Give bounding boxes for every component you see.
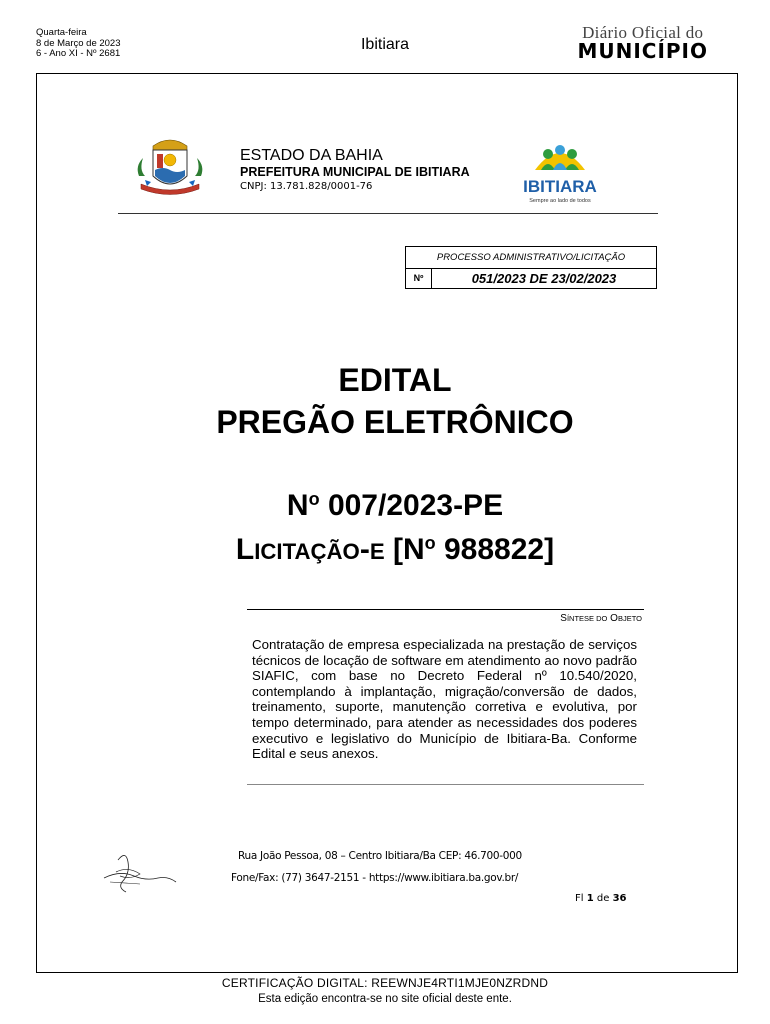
coat-of-arms-icon [133,136,207,200]
title-licitacao-number: 988822] [443,532,555,566]
certification-note: Esta edição encontra-se no site oficial deste ente. [258,993,512,1005]
process-box [405,246,657,289]
institution-prefecture: PREFEITURA MUNICIPAL DE IBITIARA [240,165,470,179]
title-pregao: PREGÃO ELETRÔNICO [216,404,574,440]
institution-header [240,147,470,194]
signature-icon [100,848,180,898]
ibitiara-logo-icon [515,140,605,206]
page-counter [575,893,626,904]
synthesis-text: Contratação de empresa especializada na prestação de serviços técnicos de locação de software em atendimento ao novo padrão SIAFIC, com base no Decreto Federal nº 10.540/2020, contemplando à implantação, migração/conversão de dados, treinamento, suporte, manutenção corretiva e evolutiva, por tempo determinado, para atender as necessidades dos poderes executivo e legislativo do Município de Ibitiara-Ba. Conforme Edital e seus anexos. [252,637,637,762]
gazette-weekday: Quarta-feira [36,27,87,38]
page-of: de [596,893,610,904]
certification-code: CERTIFICAÇÃO DIGITAL: REEWNJE4RTI1MJE0NZRDND [221,976,549,990]
title-licitacao: LICITAÇÃO-E [$N^o$ 988822] [235,532,555,566]
title-number: $N^o$ 007/2023-PE [286,488,504,522]
header-divider [118,213,658,214]
synthesis-caption: SÍNTESE DO OBJETO [560,613,642,624]
ibitiara-logo-text: IBITIARA [523,177,597,196]
gazette-edition: 6 - Ano XI - Nº 2681 [36,48,121,59]
gazette-logo [577,24,708,61]
footer-address: Rua João Pessoa, 08 – Centro Ibitiara/Ba CEP: 46.700-000 [238,850,522,862]
process-caption: PROCESSO ADMINISTRATIVO/LICITAÇÃO [406,247,656,269]
footer-phone: Fone/Fax: (77) 3647-2151 - https://www.ibitiara.ba.gov.br/ [231,872,519,884]
synthesis-bottom-rule [247,784,644,785]
process-value: 051/2023 DE 23/02/2023 [471,271,617,286]
gazette-city: Ibitiara [360,36,410,53]
process-no-label: Nº [406,269,432,288]
gazette-logo-line2: MUNICÍPIO [577,39,708,63]
title-number-value: 007/2023-PE [327,488,504,522]
gazette-date: 8 de Março de 2023 [36,37,121,49]
institution-cnpj: CNPJ: 13.781.828/0001-76 [240,181,373,192]
synthesis-top-rule [247,609,644,610]
ibitiara-logo-slogan: Sempre ao lado de todos [529,198,591,204]
page-current: 1 [586,893,594,904]
gazette-logo-line1: Diário Oficial do [582,23,704,42]
institution-state: ESTADO DA BAHIA [240,147,383,164]
page-label: Fl [575,893,584,904]
title-edital: EDITAL [338,362,452,398]
page-total: 36 [612,893,627,904]
